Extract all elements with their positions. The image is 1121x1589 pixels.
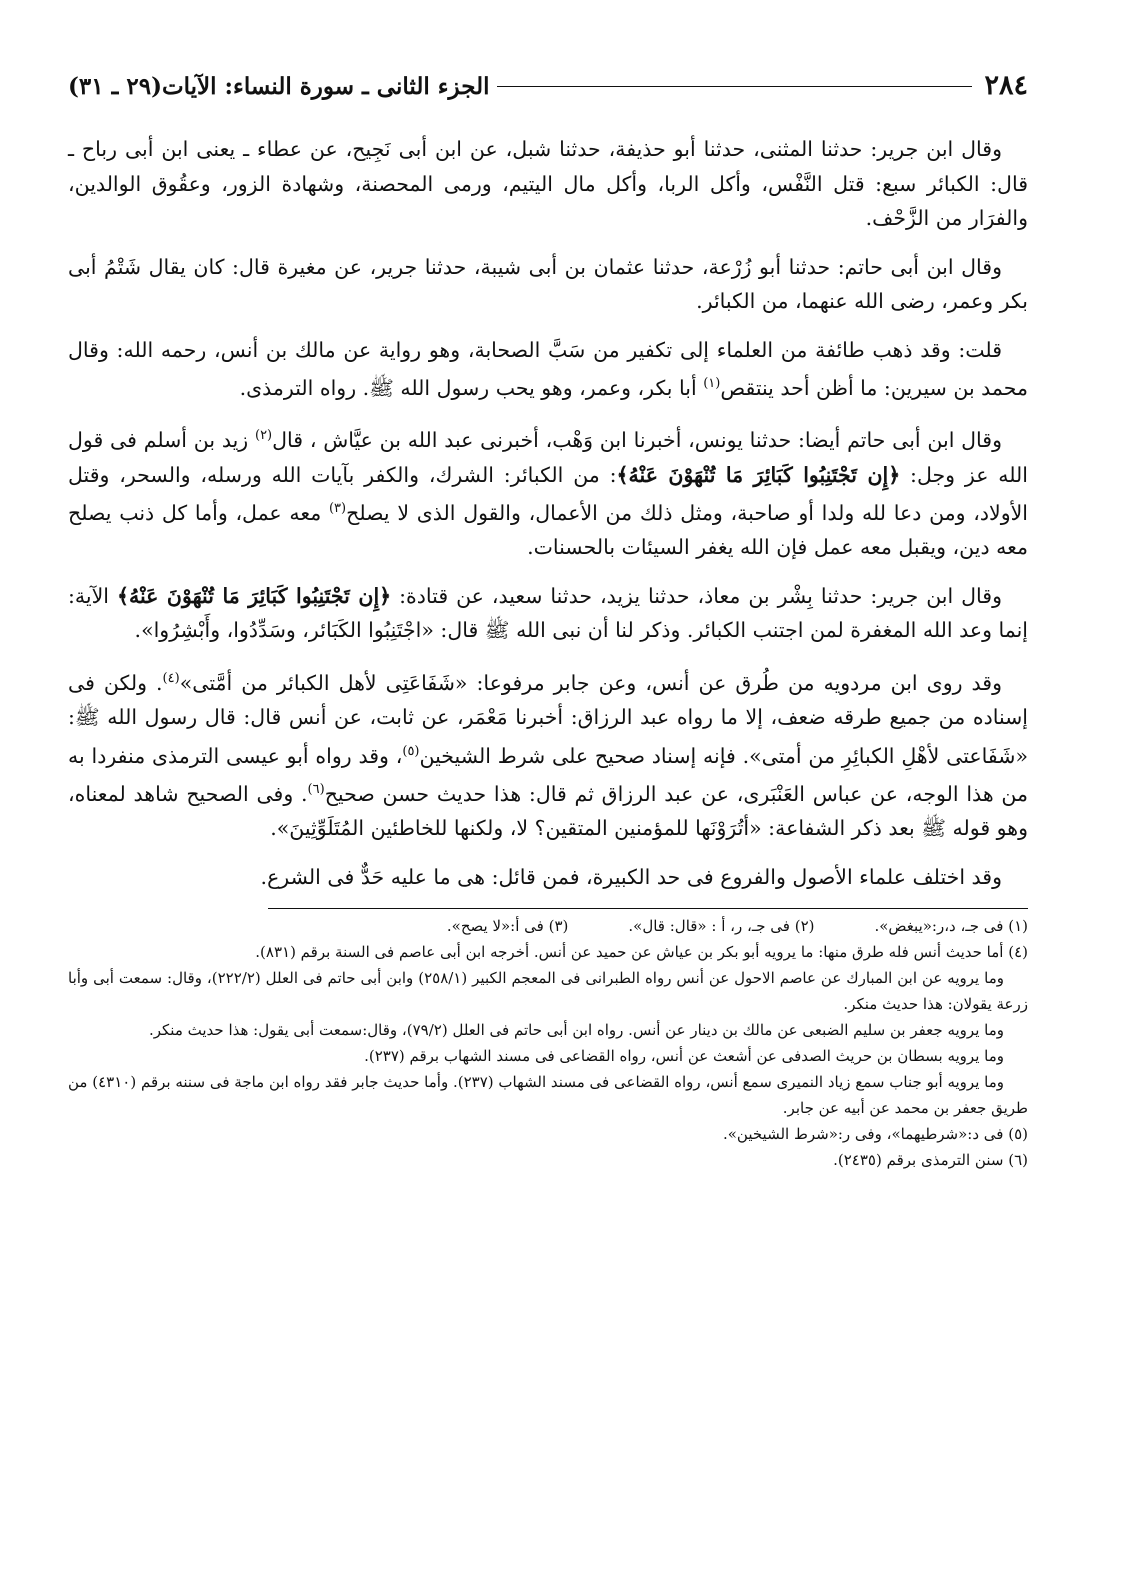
paragraph-4-text-b: زيد بن أسلم فى قول الله عز وجل: xyxy=(68,428,1028,487)
page-number: ٢٨٤ xyxy=(984,70,1028,101)
paragraph-2: وقال ابن أبى حاتم: حدثنا أبو زُرْعة، حدثنا عثمان بن أبى شيبة، حدثنا جرير، عن مغيرة قال: كان يقال شَتْمُ أبى بكر وعمر، رضى الله عنهما، من الكبائر. xyxy=(68,254,1028,313)
footnote-row xyxy=(68,913,1028,939)
footnote-3: (٣) فى أ:«لا يصح». xyxy=(446,917,569,936)
footnote-5: (٥) فى د:«شرطيهما»، وفى ر:«شرط الشيخين». xyxy=(722,1125,1028,1144)
paragraph-6-text-b: . ولكن فى إسناده من جميع طرقه ضعف، إلا ما رواه عبد الرزاق: أخبرنا مَعْمَر، عن ثابت، عن أنس قال: قال رسول الله ﷺ: «شَفَاعتى لأهْلِ الكبائِرِ من أمتى». فإنه إسناد صحيح على شرط الشيخين xyxy=(68,670,1028,768)
paragraph-1: وقال ابن جرير: حدثنا المثنى، حدثنا أبو حذيفة، حدثنا شبل، عن ابن أبى نَجِيح، عن عطاء ـ يعنى ابن أبى رباح ـ قال: الكبائر سبع: قتل النَّفْس، وأكل الربا، وأكل مال اليتيم، ورمى المحصنة، وشهادة الزور، وعقُوق الوالدين، والفرَار من الزَّحْف. xyxy=(68,137,1028,230)
footnote-separator xyxy=(268,908,1028,909)
paragraph-3-text-a: قلت: وقد ذهب طائفة من العلماء إلى تكفير من سَبَّ الصحابة، وهو رواية عن مالك بن أنس، رحمه الله: وقال محمد بن سيرين: ما أظن أحد ينتقص xyxy=(68,337,1028,400)
main-text xyxy=(68,132,1028,894)
paragraph-6-text-c: ، وقد رواه أبو عيسى الترمذى منفردا به من هذا الوجه، عن عباس العَنْبَرى، عن عبد الرزاق ثم قال: هذا حديث حسن صحيح xyxy=(68,743,1028,806)
footnote-4-continuation: وما يرويه جعفر بن سليم الضبعى عن مالك بن دينار عن أنس. رواه ابن أبى حاتم فى العلل (٧٩/٢)، وقال:سمعت أبى يقول: هذا حديث منكر. xyxy=(148,1021,1004,1040)
book-page xyxy=(68,70,1028,1550)
footnote-ref-4: (٤) xyxy=(162,670,180,686)
paragraph-6-text-d: . وفى الصحيح شاهد لمعناه، وهو قوله ﷺ بعد ذكر الشفاعة: «أتُرَوْنَها للمؤمنين المتقين؟ لا، ولكنها للخاطئين المُتَلَوِّثِينَ». xyxy=(68,781,1028,841)
paragraph-5 xyxy=(68,579,1028,648)
footnote-ref-5: (٥) xyxy=(402,743,420,759)
paragraph-4-text-a: وقال ابن أبى حاتم أيضا: حدثنا يونس، أخبرنا ابن وَهْب، أخبرنى عبد الله بن عيَّاش ، قال xyxy=(272,428,1002,453)
footnote-4-continuation: وما يرويه بسطان بن حريث الصدفى عن أشعث عن أنس، رواه القضاعى فى مسند الشهاب برقم (٢٣٧). xyxy=(364,1047,1004,1066)
footnote-4-continuation: وما يرويه أبو جناب سمع زياد النميرى سمع أنس، رواه القضاعى فى مسند الشهاب (٢٣٧). وأما حديث جابر فقد رواه ابن ماجة فى سننه برقم (٤٣١٠) من طريق جعفر بن محمد عن أبيه عن جابر. xyxy=(68,1073,1028,1118)
paragraph-4-text-d: معه عمل، وأما كل ذنب يصلح معه دين، ويقبل معه عمل فإن الله يغفر السيئات بالحسنات. xyxy=(68,500,1028,560)
paragraph-4 xyxy=(68,419,1028,565)
footnotes xyxy=(68,913,1028,1173)
footnote-ref-1: (١) xyxy=(703,376,721,391)
paragraph-7: وقد اختلف علماء الأصول والفروع فى حد الكبيرة، فمن قائل: هى ما عليه حَدٌّ فى الشرع. xyxy=(260,864,1002,889)
paragraph-4-text-c: : من الكبائر: الشرك، والكفر بآيات الله ورسله، والسحر، وقتل الأولاد، ومن دعا لله ولدا أو صاحبة، ومثل ذلك من الأعمال، والقول الذى لا يصلح xyxy=(68,462,1028,525)
paragraph-5-text-b: الآية: إنما وعد الله المغفرة لمن اجتنب الكبائر. وذكر لنا أن نبى الله ﷺ قال: «اجْتَنِبُوا الكَبَائر، وسَدِّدُوا، وأَبْشِرُوا». xyxy=(68,583,1028,643)
footnote-ref-3: (٣) xyxy=(328,501,347,517)
footnote-6: (٦) سنن الترمذى برقم (٢٤٣٥). xyxy=(833,1151,1028,1170)
paragraph-3-text-b: أبا بكر، وعمر، وهو يحب رسول الله ﷺ. رواه الترمذى. xyxy=(239,375,704,400)
paragraph-6 xyxy=(68,662,1028,846)
paragraph-5-text-a: وقال ابن جرير: حدثنا بِشْر بن معاذ، حدثنا يزيد، حدثنا سعيد، عن قتادة: xyxy=(391,583,1002,608)
quran-verse: ﴿إِن تَجْتَنِبُوا كَبَائِرَ مَا تُنْهَوْنَ عَنْهُ﴾ xyxy=(116,583,392,608)
footnote-ref-2: (٢) xyxy=(254,428,273,444)
paragraph-6-text-a: وقد روى ابن مردويه من طُرق عن أنس، وعن جابر مرفوعا: «شَفَاعَتِى لأهل الكبائر من أمَّتى» xyxy=(179,670,1002,695)
footnote-ref-6: (٦) xyxy=(307,782,325,798)
quran-verse: ﴿إِن تَجْتَنِبُوا كَبَائِرَ مَا تُنْهَوْنَ عَنْهُ﴾ xyxy=(616,462,901,487)
running-head xyxy=(68,70,1028,118)
running-title: الجزء الثانى ـ سورة النساء: الآيات(٢٩ ـ ٣١) xyxy=(68,73,490,100)
header-rule xyxy=(497,86,972,87)
footnote-1: (١) فى جـ، د،ر:«يبغض». xyxy=(874,917,1028,936)
footnote-2: (٢) فى جـ، ر، أ : «قال: قال». xyxy=(628,917,815,936)
footnote-4: (٤) أما حديث أنس فله طرق منها: ما يرويه أبو بكر بن عياش عن حميد عن أنس. أخرجه ابن أبى عاصم فى السنة برقم (٨٣١). xyxy=(255,943,1028,962)
footnote-4-continuation: وما يرويه عن ابن المبارك عن عاصم الاحول عن أنس رواه الطبرانى فى المعجم الكبير (٢٥٨/١) وابن أبى حاتم فى العلل (٢٢٢/٢)، وقال: سمعت أبى وأبا زرعة يقولان: هذا حديث منكر. xyxy=(68,969,1028,1014)
paragraph-3 xyxy=(68,333,1028,406)
